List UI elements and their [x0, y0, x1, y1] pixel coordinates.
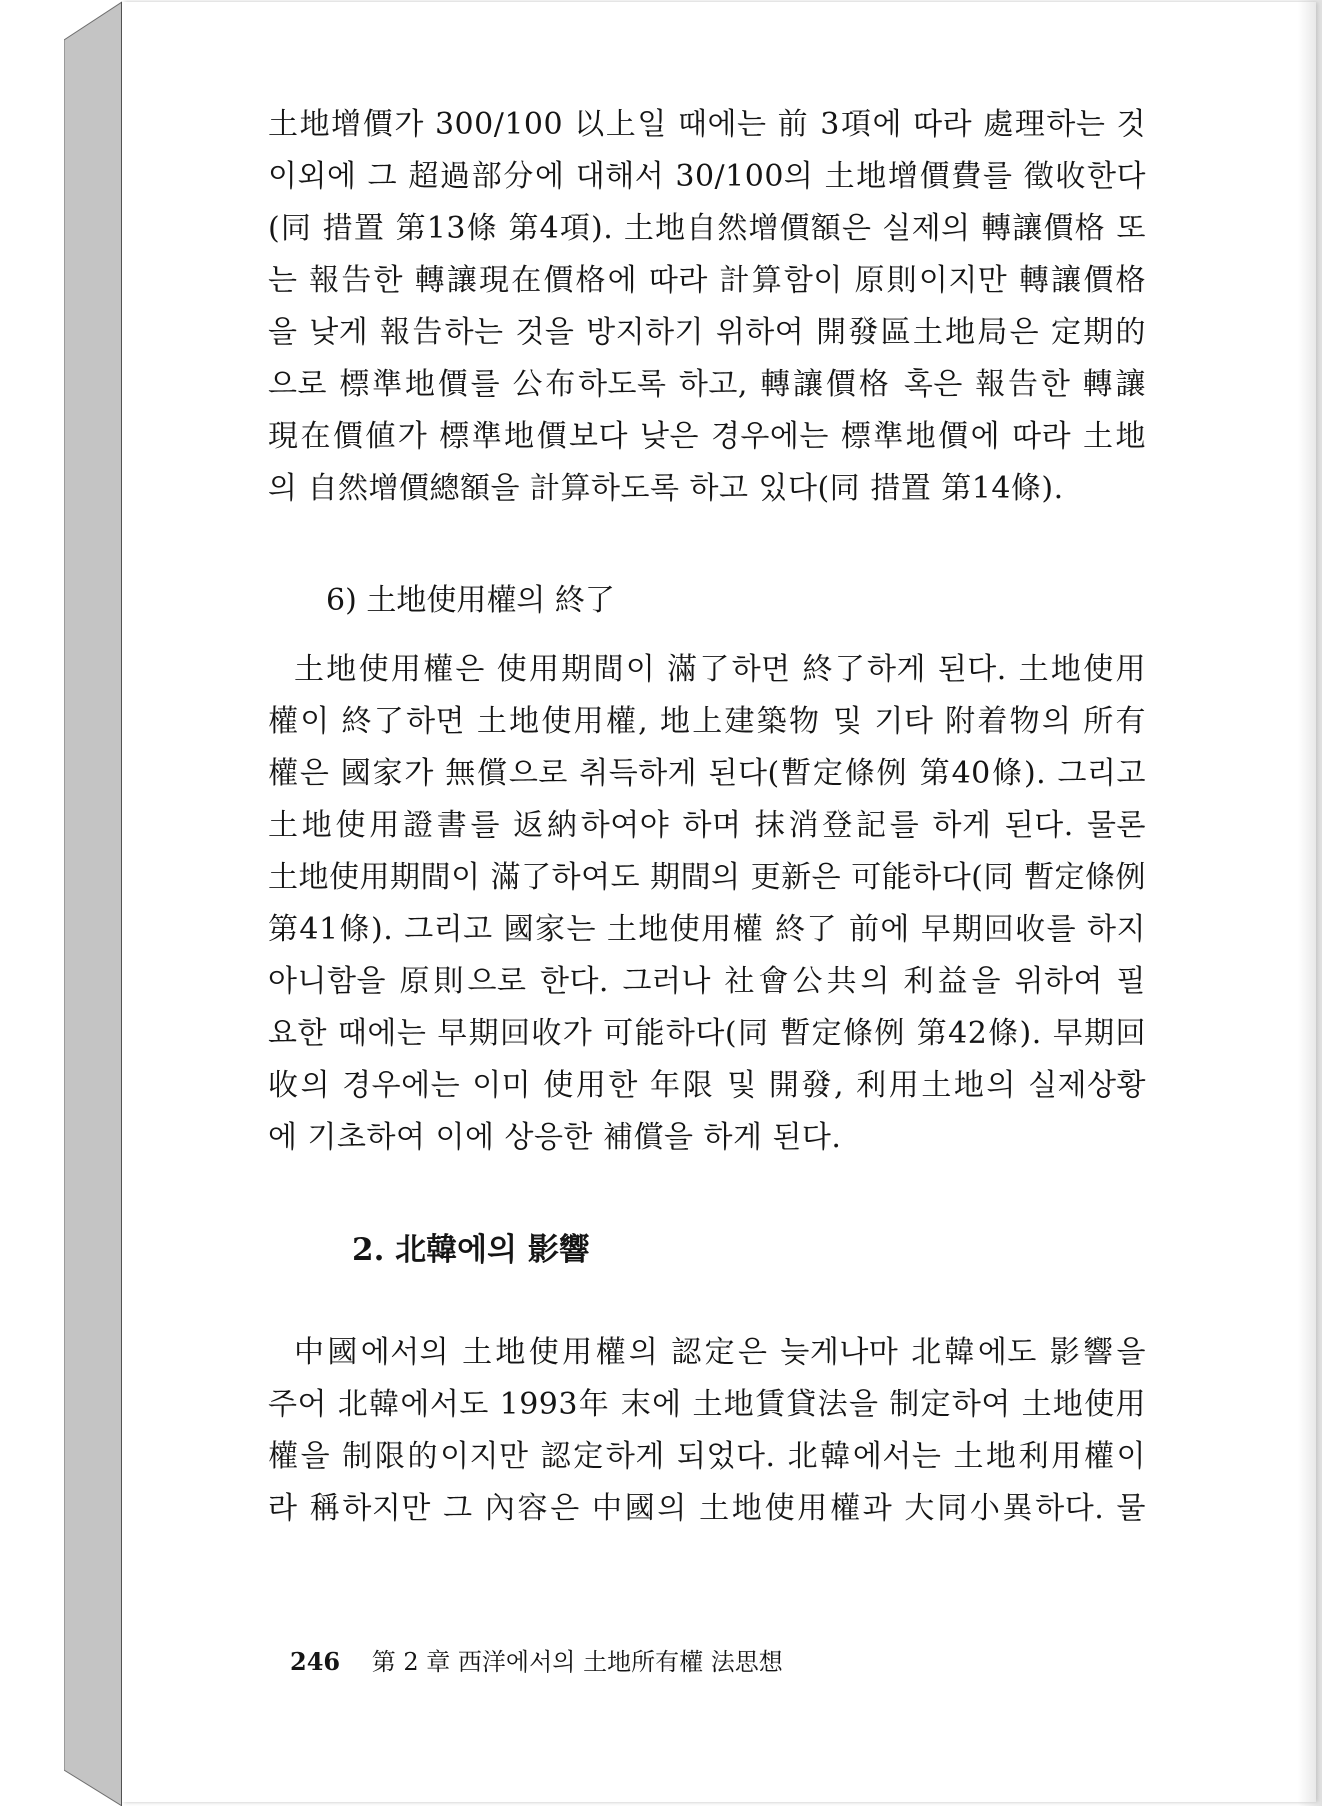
text-line: 土地使用證書를 返納하여야 하며 抹消登記를 하게 된다. 물론 [268, 808, 1146, 843]
text-line: 土地使用期間이 滿了하여도 期間의 更新은 可能하다(同 暫定條例 [268, 860, 1146, 895]
text-line: 權이 終了하면 土地使用權, 地上建築物 및 기타 附着物의 所有 [268, 704, 1146, 739]
text-line: 에 기초하여 이에 상응한 補償을 하게 된다. [268, 1120, 842, 1155]
text-line: 으로 標準地價를 公布하도록 하고, 轉讓價格 혹은 報告한 轉讓 [268, 367, 1146, 402]
text-line: 이외에 그 超過部分에 대해서 30/100의 土地增價費를 徵收한다 [268, 159, 1146, 194]
text-line: 中國에서의 土地使用權의 認定은 늦게나마 北韓에도 影響을 [294, 1335, 1146, 1370]
text-line: 權은 國家가 無償으로 취득하게 된다(暫定條例 第40條). 그리고 [268, 756, 1146, 791]
text-line: 주어 北韓에서도 1993年 末에 土地賃貸法을 制定하여 土地使用 [268, 1387, 1146, 1422]
running-head: 第 2 章 西洋에서의 土地所有權 法思想 [371, 1648, 783, 1676]
text-line: 의 自然增價總額을 計算하도록 하고 있다(同 措置 第14條). [268, 471, 1064, 506]
text-line: 第41條). 그리고 國家는 土地使用權 終了 前에 早期回收를 하지 [268, 912, 1146, 947]
paragraph-north-korea [268, 1327, 1146, 1535]
text-line: 土地增價가 300/100 以上일 때에는 前 3項에 따라 處理하는 것 [268, 107, 1146, 142]
page-footer [290, 1646, 783, 1678]
text-line: 을 낮게 報告하는 것을 방지하기 위하여 開發區土地局은 定期的 [268, 315, 1146, 350]
text-line: (同 措置 第13條 第4項). 土地自然增價額은 실제의 轉讓價格 또 [268, 211, 1146, 246]
text-line: 아니함을 原則으로 한다. 그러나 社會公共의 利益을 위하여 필 [268, 964, 1146, 999]
text-line: 現在價値가 標準地價보다 낮은 경우에는 標準地價에 따라 土地 [268, 419, 1146, 454]
book-spine-edge [64, 0, 122, 1806]
paragraph-termination [268, 644, 1146, 1164]
text-line: 土地使用權은 使用期間이 滿了하면 終了하게 된다. 土地使用 [294, 652, 1146, 687]
text-line: 權을 制限的이지만 認定하게 되었다. 北韓에서는 土地利用權이 [268, 1439, 1146, 1474]
text-line: 는 報告한 轉讓現在價格에 따라 計算함이 原則이지만 轉讓價格 [268, 263, 1146, 298]
section-heading-termination: 6) 土地使用權의 終了 [326, 583, 615, 618]
page-edge-shadow [1298, 0, 1322, 1806]
text-line: 요한 때에는 早期回收가 可能하다(同 暫定條例 第42條). 早期回 [268, 1016, 1146, 1051]
paragraph-land-increment [268, 99, 1146, 515]
section-heading-north-korea: 2. 北韓에의 影響 [352, 1232, 590, 1268]
text-line: 라 稱하지만 그 內容은 中國의 土地使用權과 大同小異하다. 물 [268, 1491, 1146, 1526]
text-line: 收의 경우에는 이미 使用한 年限 및 開發, 利用土地의 실제상황 [268, 1068, 1146, 1103]
page-number: 246 [290, 1647, 341, 1676]
